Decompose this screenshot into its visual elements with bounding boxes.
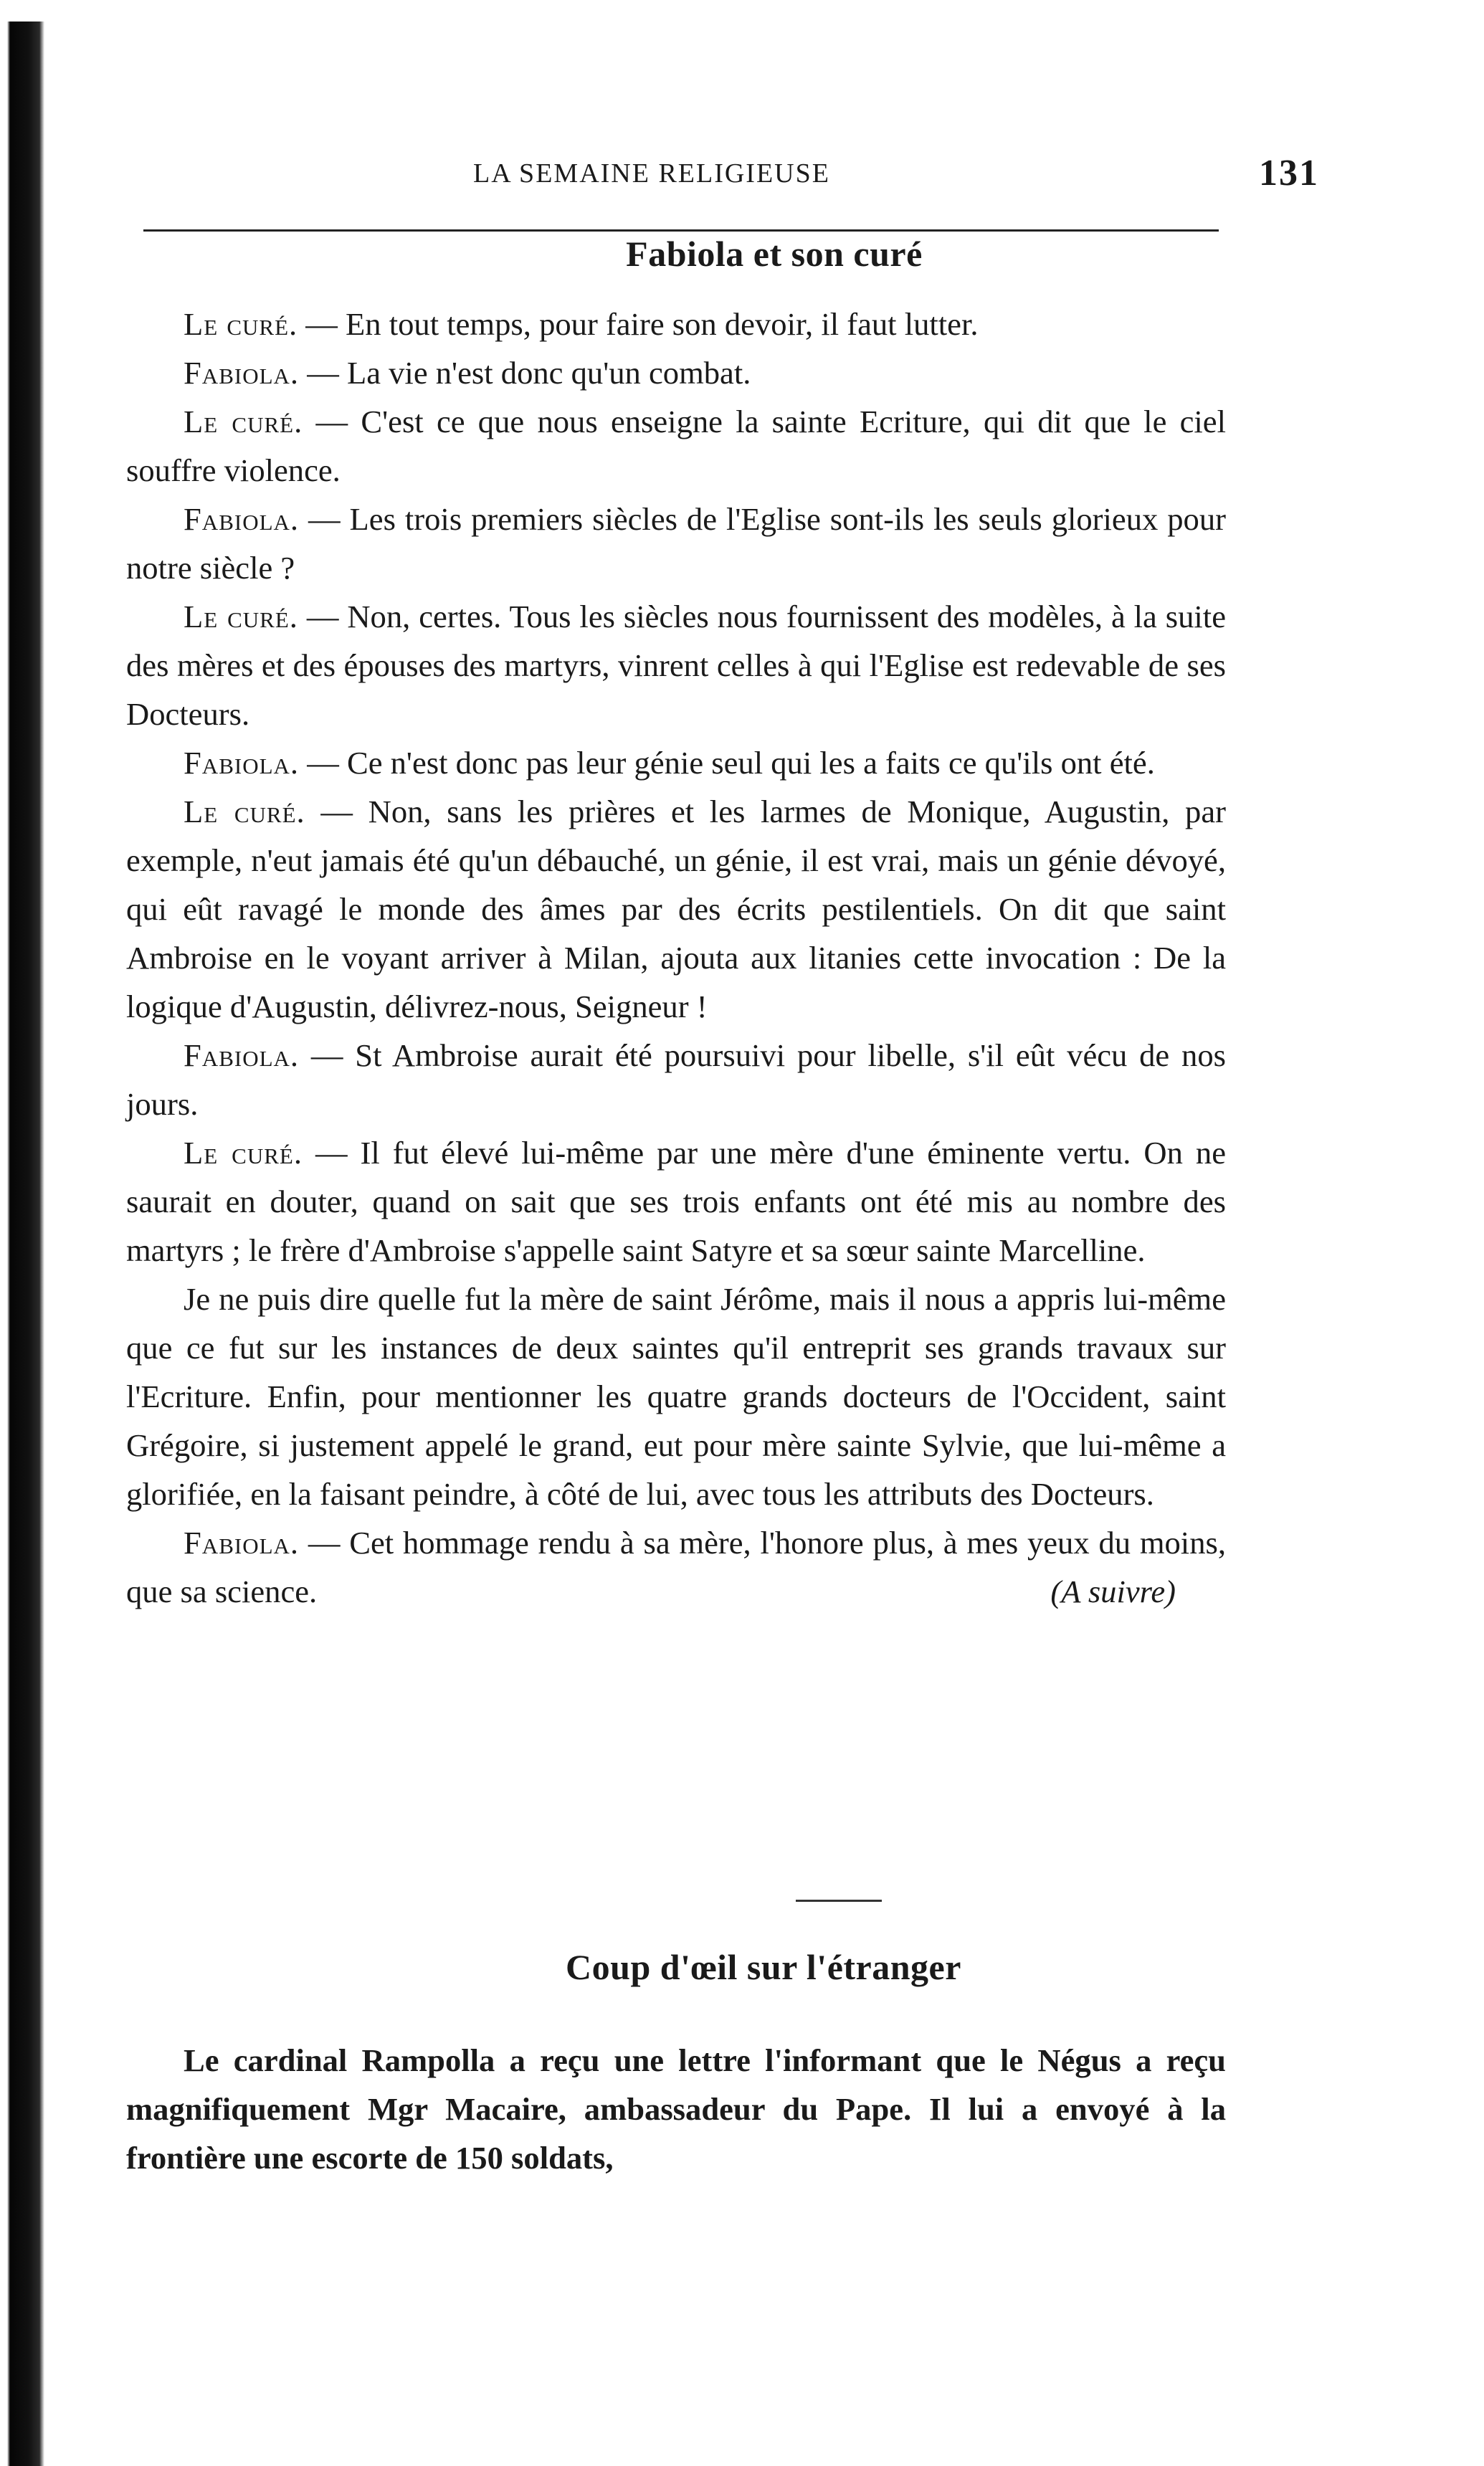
dialogue-text: — Cet hommage rendu à sa mère, l'honore plus, à mes yeux du moins, que sa science.	[126, 1525, 1226, 1609]
speaker-name: Le curé.	[184, 794, 305, 829]
scan-binding-edge	[0, 22, 44, 2466]
speaker-name: Fabiola.	[184, 355, 300, 391]
dialogue-text: — Ce n'est donc pas leur génie seul qui les a faits ce qu'ils ont été.	[299, 745, 1155, 781]
dialogue-paragraph	[126, 738, 1226, 787]
dialogue-text: — En tout temps, pour faire son devoir, il faut lutter.	[298, 306, 979, 342]
dialogue-text: — Les trois premiers siècles de l'Eglise sont-ils les seuls glorieux pour notre siècle ?	[126, 501, 1226, 586]
section-title-fabiola: Fabiola et son curé	[626, 234, 923, 274]
dialogue-paragraph	[126, 1275, 1226, 1518]
to-be-continued-note: (A suivre)	[1050, 1574, 1176, 1609]
dialogue-text: — Non, certes. Tous les siècles nous fournissent des modèles, à la suite des mères et des épouses des martyrs, vinrent celles à qui l'Eglise est redevable de ses Docteurs.	[126, 599, 1226, 732]
speaker-name: Fabiola.	[184, 745, 300, 781]
dialogue-text: — Il fut élevé lui-même par une mère d'une éminente vertu. On ne saurait en douter, quand on sait que ses trois enfants ont été mis au nombre des martyrs ; le frère d'Ambroise s'appelle saint Satyre et sa sœur sainte Marcelline.	[126, 1135, 1226, 1268]
speaker-name: Fabiola.	[184, 501, 300, 537]
coup-article	[126, 2036, 1226, 2182]
dialogue-paragraph	[126, 1128, 1226, 1275]
section-title-coup-d-oeil: Coup d'œil sur l'étranger	[566, 1947, 961, 1987]
dialogue-text: — La vie n'est donc qu'un combat.	[299, 355, 751, 391]
dialogue-paragraph	[126, 787, 1226, 1031]
speaker-name: Le curé.	[184, 404, 303, 439]
dialogue-text: — Non, sans les prières et les larmes de Monique, Augustin, par exemple, n'eut jamais été qu'un débauché, un génie, il est vrai, mais un génie dévoyé, qui eût ravagé le monde des âmes par des écrits pestilentiels. On dit que saint Ambroise en le voyant arriver à Milan, ajouta aux litanies cette invocation : De la logique d'Augustin, délivrez-nous, Seigneur !	[126, 794, 1226, 1024]
dialogue-text: Je ne puis dire quelle fut la mère de saint Jérôme, mais il nous a appris lui-même que ce fut sur les instances de deux saintes qu'il entreprit ses grands travaux sur l'Ecriture. Enfin, pour mentionner les quatre grands docteurs de l'Occident, saint Grégoire, si justement appelé le grand, eut pour mère sainte Sylvie, que lui-même a glorifiée, en la faisant peindre, à côté de lui, avec tous les attributs des Docteurs.	[126, 1281, 1226, 1512]
dialogue-paragraph	[126, 1031, 1226, 1128]
section-divider	[796, 1900, 882, 1902]
speaker-name: Le curé.	[184, 599, 298, 634]
dialogue-paragraph	[126, 1518, 1226, 1616]
speaker-name: Fabiola.	[184, 1525, 300, 1561]
speaker-name: Fabiola.	[184, 1037, 300, 1073]
speaker-name: Le curé.	[184, 1135, 303, 1171]
speaker-name: Le curé.	[184, 306, 298, 342]
header-rule	[143, 229, 1219, 232]
page-number: 131	[1259, 153, 1319, 194]
dialogue-paragraph	[126, 495, 1226, 592]
dialogue-text: — St Ambroise aurait été poursuivi pour libelle, s'il eût vécu de nos jours.	[126, 1037, 1226, 1122]
dialogue-paragraph	[126, 348, 1226, 397]
dialogue-text: — C'est ce que nous enseigne la sainte Ecriture, qui dit que le ciel souffre violence.	[126, 404, 1226, 488]
page-header	[172, 143, 1319, 201]
fabiola-article	[126, 300, 1226, 1616]
dialogue-paragraph	[126, 300, 1226, 348]
dialogue-paragraph	[126, 592, 1226, 738]
news-paragraph: Le cardinal Rampolla a reçu une lettre l'informant que le Négus a reçu magnifiquement Mgr Macaire, ambassadeur du Pape. Il lui a envoyé à la frontière une escorte de 150 soldats,	[126, 2042, 1226, 2176]
running-title: LA SEMAINE RELIGIEUSE	[473, 158, 830, 189]
dialogue-paragraph	[126, 397, 1226, 495]
